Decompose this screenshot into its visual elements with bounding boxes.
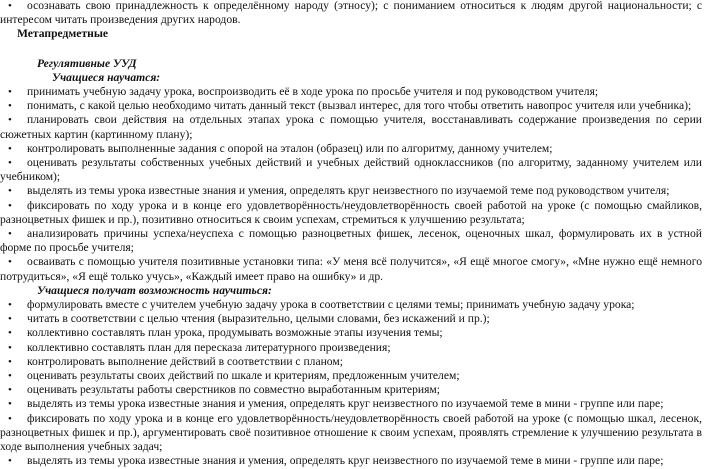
learn-item-text: анализировать причины успеха/неуспеха с помощью разноцветных фишек, лесенок, оценочных шкал, формулировать их в устной форме по просьбе учителя; [0,227,702,255]
learn-item-text: контролировать выполненные задания с опорой на эталон (образец) или по алгоритму, данному учителем; [27,141,553,155]
chance-item-text: формулировать вместе с учителем учебную задачу урока в соответствии с целями темы; принимать учебную задачу урока; [27,298,635,312]
bullet-icon: • [8,86,12,99]
intro-item-text: осознавать свою принадлежность к определённому народу (этносу); с пониманием относиться к людям другой национальности; с интересом читать произведения других народов. [0,0,702,27]
chance-item-text: выделять из темы урока известные знания и умения, определять круг неизвестного по изучаемой теме в мини - группе или паре; [27,397,664,411]
bullet-icon: • [8,412,12,425]
learn-list-item [0,156,702,184]
chance-item-text: коллективно составлять план урока, продумывать возможные этапы изучения темы; [27,326,443,340]
chance-item-text: контролировать выполнение действий в соответствии с планом; [27,354,343,368]
learn-item-text: принимать учебную задачу урока, воспроизводить её в ходе урока по просьбе учителя и под руководством учителя; [27,85,599,99]
learn-list-item [0,113,702,141]
chance-list-item [0,412,702,455]
chance-list-item [0,355,702,369]
chance-item-text: коллективно составлять план для пересказа литературного произведения; [27,340,391,354]
bullet-icon: • [8,0,12,12]
subsection-heading: Регулятивные УУД [37,56,137,70]
bullet-icon: • [8,313,12,326]
learn-list-item [0,85,702,99]
chance-list-item [0,312,702,326]
learn-list-item [0,199,702,227]
section-heading: Метапредметные [17,27,109,41]
intro-list-item [0,0,702,27]
learn-list-item [0,142,702,156]
chance-list-item [0,397,702,411]
chance-item-text: читать в соответствии с целью чтения (выразительно, целыми словами, без искажений и пр.); [27,312,490,326]
learn-list-item [0,184,702,198]
chance-list [0,298,702,468]
bullet-icon: • [8,199,12,212]
chance-list-item [0,383,702,397]
bullet-icon: • [8,185,12,198]
learn-item-text: осваивать с помощью учителя позитивные установки типа: «У меня всё получится», «Я ещё многое смогу», «Мне нужно ещё немного потрудиться», «Я ещё только учусь», «Каждый имеет право на ошибку» и др. [0,255,702,283]
learn-list-item [0,227,702,255]
chance-item-text: выделять из темы урока известные знания и умения, определять круг неизвестного по изучаемой теме в мини - группе или паре; [27,454,664,468]
learn-item-text: выделять из темы урока известные знания и умения, определять круг неизвестного по изучаемой теме под руководством учителя; [27,184,670,198]
learn-heading: Учащиеся научатся: [52,70,161,84]
chance-item-text: оценивать результаты своих действий по шкале и критериям, предложенным учителем; [27,369,460,383]
bullet-icon: • [8,100,12,113]
learn-list-item [0,99,702,113]
chance-item-text: фиксировать по ходу урока и в конце его удовлетворённость/неудовлетворённость своей работой на уроке (с помощью шкал, лесенок, разноцветных фишек и пр.), аргументировать своё позитивное отношение к своим успехам, проявлять стремление к улучшению результата в ходе выполнения учебных задач; [0,411,702,454]
bullet-icon: • [8,341,12,354]
chance-list-item [0,326,702,340]
bullet-icon: • [8,157,12,170]
chance-heading: Учащиеся получат возможность научиться: [37,283,272,297]
bullet-icon: • [8,384,12,397]
learn-item-text: оценивать результаты собственных учебных действий и учебных действий одноклассников (по алгоритму, заданному учителем или учебником); [0,156,702,184]
bullet-icon: • [8,142,12,155]
chance-list-item [0,454,702,468]
chance-list-item [0,341,702,355]
bullet-icon: • [8,370,12,383]
learn-list [0,85,702,284]
chance-list-item [0,298,702,312]
learn-item-text: планировать свои действия на отдельных этапах урока с помощью учителя, восстанавливать содержание произведения по серии сюжетных картин (картинному плану); [0,113,702,141]
bullet-icon: • [8,228,12,241]
bullet-icon: • [8,114,12,127]
learn-list-item [0,255,702,283]
bullet-icon: • [8,455,12,468]
bullet-icon: • [8,256,12,269]
bullet-icon: • [8,398,12,411]
learn-item-text: понимать, с какой целью необходимо читать данный текст (вызвал интерес, для того чтобы ответить навопрос учителя или учебника); [27,99,692,113]
bullet-icon: • [8,299,12,312]
bullet-icon: • [8,327,12,340]
chance-item-text: оценивать результаты работы сверстников по совместно выработанным критериям; [27,383,440,397]
learn-item-text: фиксировать по ходу урока и в конце его удовлетворённость/неудовлетворённость своей работой на уроке (с помощью смайликов, разноцветных фишек и пр.), позитивно относиться к своим успехам, стремиться к улучшению результата; [0,198,702,226]
bullet-icon: • [8,355,12,368]
chance-list-item [0,369,702,383]
